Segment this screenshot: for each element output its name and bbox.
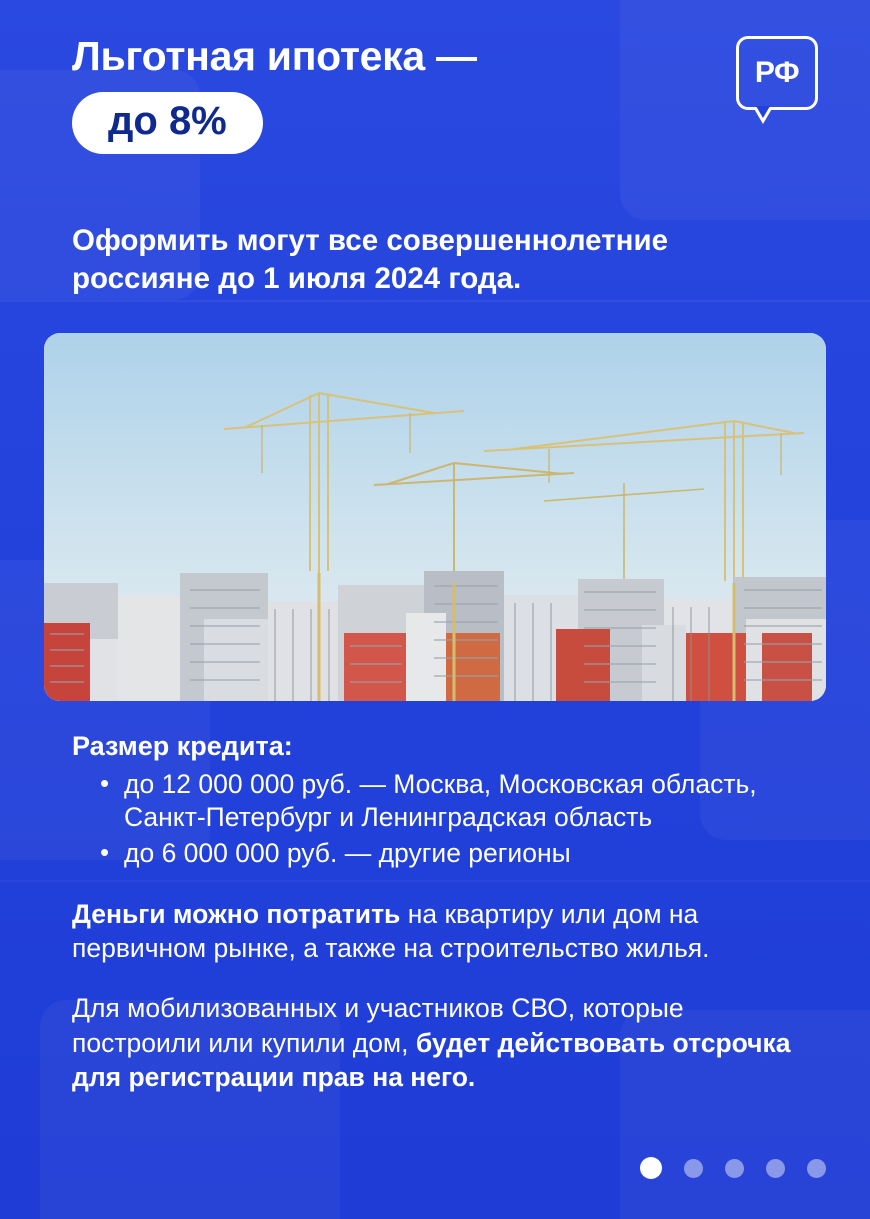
usage-paragraph-lead: Деньги можно потратить	[72, 898, 401, 929]
subtitle: Оформить могут все совершеннолетние россияне до 1 июля 2024 года.	[72, 224, 669, 296]
deferral-paragraph	[72, 991, 812, 1094]
pagination-dot-1[interactable]	[640, 1157, 662, 1179]
list-item: • до 6 000 000 руб. — другие регионы	[98, 837, 826, 871]
pagination-dot-4[interactable]	[766, 1159, 785, 1178]
deferral-paragraph-lead: Для мобилизованных и участников СВО, которые построили или купили дом,	[72, 993, 684, 1058]
list-item: • до 12 000 000 руб. — Москва, Московская область, Санкт-Петербург и Ленинградская область	[98, 768, 826, 835]
usage-paragraph-rest: на квартиру или дом на первичном рынке, а также на строительство жилья.	[72, 898, 710, 964]
credit-list	[44, 768, 826, 871]
government-emblem-icon	[736, 36, 820, 122]
page-title: Льготная ипотека —	[72, 33, 477, 79]
rate-badge: до 8%	[72, 92, 263, 154]
pagination-dots[interactable]	[640, 1157, 826, 1179]
deferral-paragraph-emphasis: будет действовать отсрочка для регистрации прав на него.	[72, 1027, 791, 1093]
construction-photo	[44, 333, 826, 701]
credit-section-title: Размер кредита:	[72, 730, 293, 761]
header	[44, 34, 826, 164]
usage-paragraph	[72, 897, 812, 966]
pagination-dot-2[interactable]	[684, 1159, 703, 1178]
emblem-label: РФ	[754, 56, 800, 89]
pagination-dot-5[interactable]	[807, 1159, 826, 1178]
pagination-dot-3[interactable]	[725, 1159, 744, 1178]
